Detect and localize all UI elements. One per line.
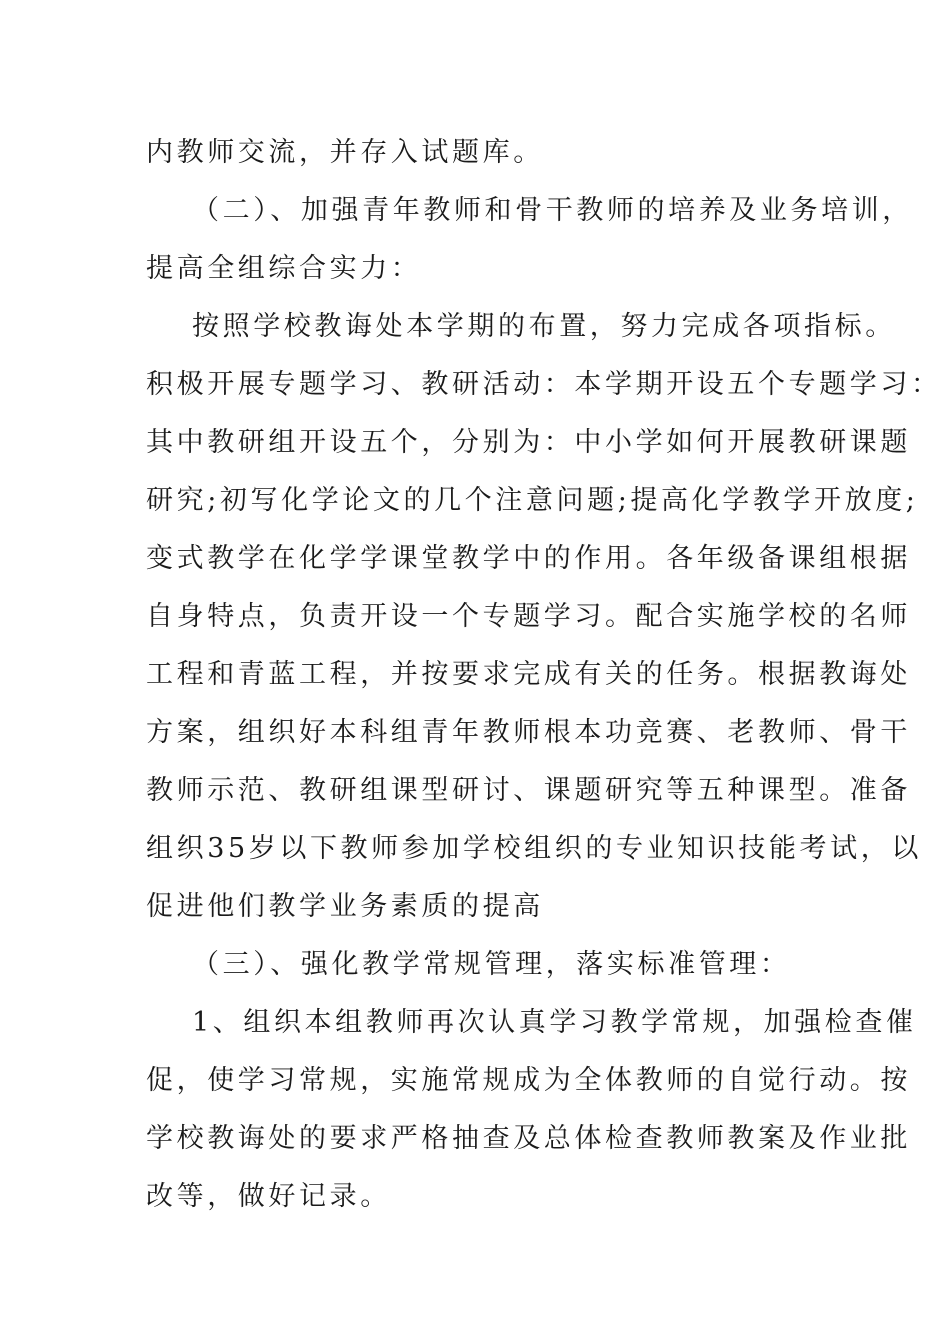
text-line: 教师示范、教研组课型研讨、课题研究等五种课型。准备 <box>146 775 911 806</box>
text-line: 变式教学在化学学课堂教学中的作用。各年级备课组根据 <box>146 543 911 574</box>
text-line: 提高全组综合实力： <box>146 253 422 284</box>
paragraph-start: 按照学校教诲处本学期的布置，努力完成各项指标。 <box>192 311 896 342</box>
section-heading-3: （三）、强化教学常规管理，落实标准管理： <box>192 949 791 980</box>
text-line: 组织35岁以下教师参加学校组织的专业知识技能考试，以 <box>146 833 922 864</box>
text-line: 自身特点，负责开设一个专题学习。配合实施学校的名师 <box>146 601 911 632</box>
text-line: 工程和青蓝工程，并按要求完成有关的任务。根据教诲处 <box>146 659 911 690</box>
paragraph-start: 1、组织本组教师再次认真学习教学常规，加强检查催 <box>192 1007 917 1038</box>
text-line: 促进他们教学业务素质的提高 <box>146 891 544 922</box>
text-line: 改等，做好记录。 <box>146 1181 391 1212</box>
text-line: 促，使学习常规，实施常规成为全体教师的自觉行动。按 <box>146 1065 911 1096</box>
section-heading-2: （二）、加强青年教师和骨干教师的培养及业务培训， <box>192 195 913 226</box>
text-line: 研究;初写化学论文的几个注意问题;提高化学教学开放度; <box>146 485 919 516</box>
text-line: 内教师交流，并存入试题库。 <box>146 137 544 168</box>
text-line: 方案，组织好本科组青年教师根本功竞赛、老教师、骨干 <box>146 717 911 748</box>
text-line: 其中教研组开设五个，分别为：中小学如何开展教研课题 <box>146 427 911 458</box>
text-line: 学校教诲处的要求严格抽查及总体检查教师教案及作业批 <box>146 1123 911 1154</box>
text-line: 积极开展专题学习、教研活动：本学期开设五个专题学习： <box>146 369 942 400</box>
